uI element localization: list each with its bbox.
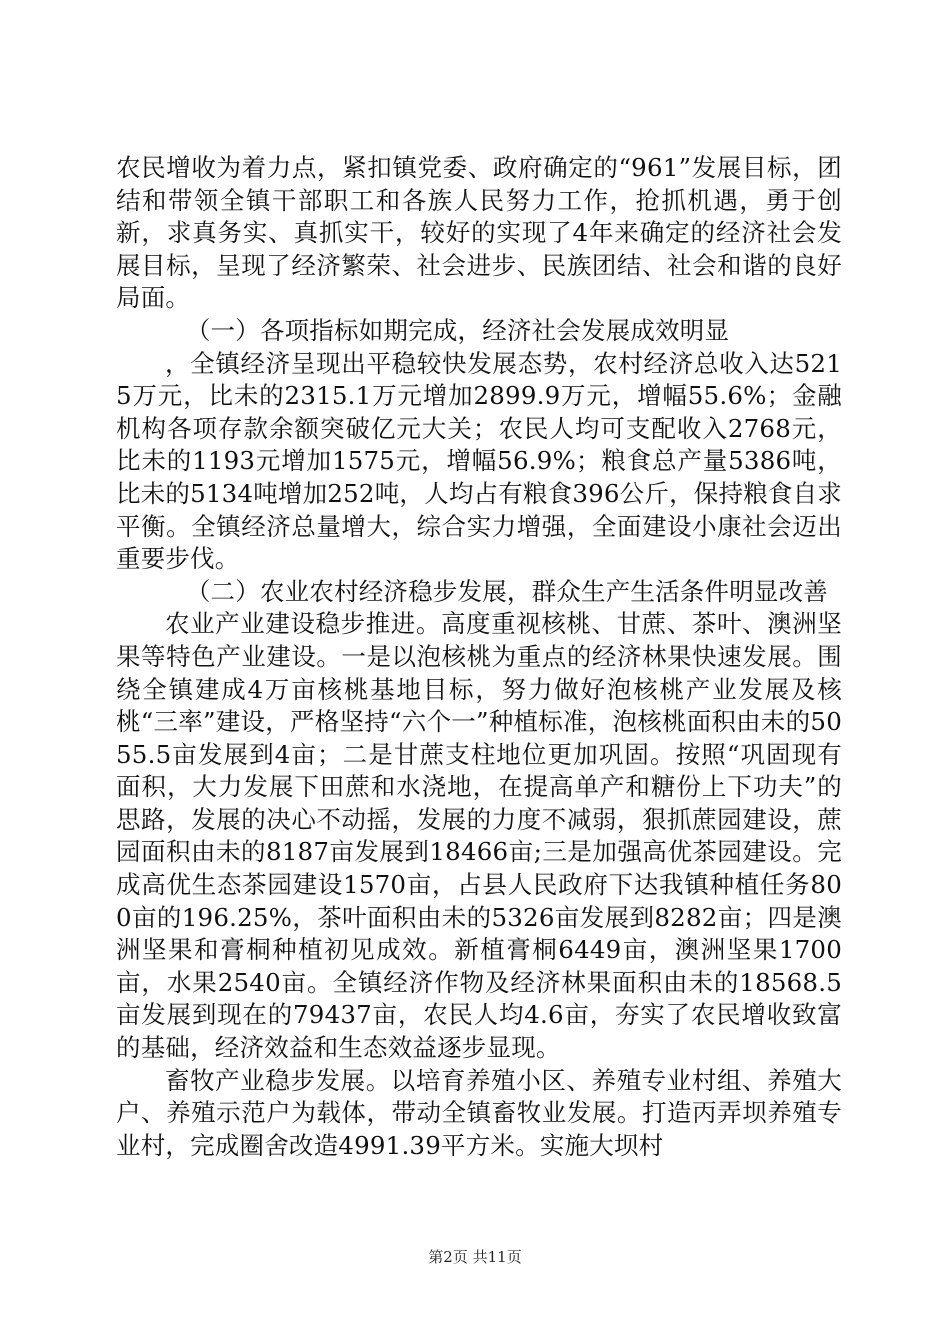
section-heading-1: （一）各项指标如期完成，经济社会发展成效明显 <box>185 315 730 345</box>
paragraph-livestock: 畜牧产业稳步发展。以培育养殖小区、养殖专业村组、养殖大户、养殖示范户为载体，带动全镇畜牧业发展。打造丙弄坝养殖专业村，完成圈舍改造4991.39平方米。实施大坝村 <box>116 1065 842 1160</box>
paragraph-economy: ，全镇经济呈现出平稳较快发展态势，农村经济总收入达5215万元，比未的2315.1万元增加2899.9万元，增幅55.6%；金融机构各项存款余额突破亿元大关；农民人均可支配收入2768元，比未的1193元增加1575元，增幅56.9%；粮食总产量5386吨，比未的5134吨增加252吨，人均占有粮食396公斤，保持粮食自求平衡。全镇经济总量增大，综合实力增强，全面建设小康社会迈出重要步伐。 <box>116 348 842 574</box>
document-body <box>116 152 842 1162</box>
paragraph-intro: 农民增收为着力点，紧扣镇党委、政府确定的“961”发展目标，团结和带领全镇干部职工和各族人民努力工作，抢抓机遇，勇于创新，求真务实、真抓实干，较好的实现了4年来确定的经济社会发展目标，呈现了经济繁荣、社会进步、民族团结、社会和谐的良好局面。 <box>116 153 842 313</box>
section-heading-2: （二）农业农村经济稳步发展，群众生产生活条件明显改善 <box>185 576 829 606</box>
page-footer: 第2页 共11页 <box>428 1248 522 1266</box>
paragraph-agriculture: 农业产业建设稳步推进。高度重视核桃、甘蔗、茶叶、澳洲坚果等特色产业建设。一是以泡核桃为重点的经济林果快速发展。围绕全镇建成4万亩核桃基地目标，努力做好泡核桃产业发展及核桃“三率”建设，严格坚持“六个一”种植标准，泡核桃面积由未的5055.5亩发展到4亩；二是甘蔗支柱地位更加巩固。按照“巩固现有面积，大力发展下田蔗和水浇地，在提高单产和糖份上下功夫”的思路，发展的决心不动摇，发展的力度不减弱，狠抓蔗园建设，蔗园面积由未的8187亩发展到18466亩;三是加强高优茶园建设。完成高优生态茶园建设1570亩，占县人民政府下达我镇种植任务800亩的196.25%，茶叶面积由未的5326亩发展到8282亩；四是澳洲坚果和膏桐种植初见成效。新植膏桐6449亩，澳洲坚果1700亩，水果2540亩。全镇经济作物及经济林果面积由未的18568.5亩发展到现在的79437亩，农民人均4.6亩，夯实了农民增收致富的基础，经济效益和生态效益逐步显现。 <box>116 609 842 1063</box>
